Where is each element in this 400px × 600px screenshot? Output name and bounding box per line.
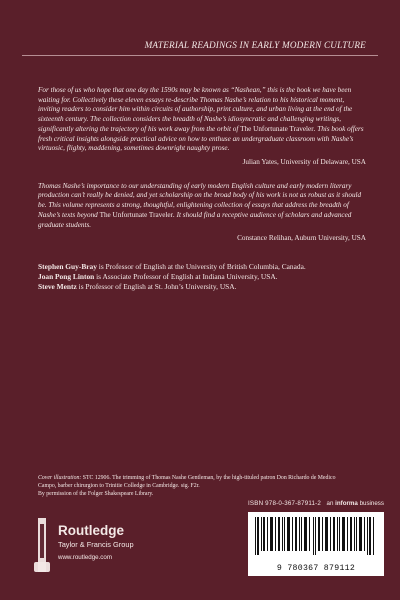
publisher-logo (30, 514, 180, 584)
editor-bio (38, 282, 366, 292)
quote-1-attribution: Julian Yates, University of Delaware, USA (242, 158, 366, 167)
publisher-website: www.routledge.com (58, 553, 112, 561)
editor-name: Steve Mentz (38, 282, 77, 292)
informa-business (327, 500, 384, 507)
editor-role: is Associate Professor of English at Indiana University, USA. (94, 272, 278, 282)
routledge-logo-icon (32, 516, 52, 576)
editor-name: Stephen Guy-Bray (38, 262, 97, 272)
endorsement-2 (38, 182, 366, 244)
editor-role: is Professor of English at St. John’s University, USA. (76, 282, 237, 292)
quote-2-attribution: Constance Relihan, Auburn University, USA (237, 234, 366, 243)
editor-role: is Professor of English at the University of British Columbia, Canada. (96, 262, 306, 272)
series-rule (22, 55, 378, 56)
cover-illustration-credit (38, 475, 340, 498)
quote-1-book-title: The Unfortunate Traveler (240, 124, 314, 133)
series-title: MATERIAL READINGS IN EARLY MODERN CULTURE (144, 40, 366, 50)
quote-1-part-1: For those of us who hope that one day the 1590s may be known as “Nashean,” this is the book we have been waiting for. Collectively these eleven essays re-describe Thomas Nashe’s relation to his historical moment, inviting readers to consider him within circuits of authorship, print culture, and urban living at the end of the sixteenth century. The collection considers the breadth of Nashe’s idiosyncratic and challenging writings, significantly altering the trajectory of his work away from the orbit of (38, 86, 353, 133)
publisher-brand: Routledge (58, 523, 124, 538)
informa-prefix: an (326, 500, 336, 507)
publisher-group: Taylor & Francis Group (58, 539, 134, 549)
quote-2-part-3: . It should find a receptive audience of scholars and advanced graduate students. (38, 210, 352, 229)
editor-bios (38, 262, 366, 292)
editor-name: Joan Pong Linton (38, 272, 95, 282)
quote-2-text (38, 182, 366, 231)
endorsement-1 (38, 86, 366, 168)
editor-bio (38, 262, 366, 272)
barcode-bars (249, 513, 383, 559)
quote-2-book-title: The Unfortunate Traveler (99, 210, 174, 219)
content (38, 86, 366, 292)
cover-illustration-text: STC 12906. The trimming of Thomas Nashe Gentleman, by the high-tituled patron Don Richardo de Medico Campo, barber chirurgion to Trinitie Colledge in Cambridge. sig. F2r. (38, 475, 336, 489)
informa-suffix: business (357, 500, 384, 507)
series-header (0, 0, 400, 70)
editor-bio (38, 272, 366, 282)
cover-illustration-permission: By permission of the Folger Shakespeare Library. (38, 490, 154, 497)
isbn-label: ISBN 978-0-367-87911-2 (248, 500, 322, 507)
barcode (248, 512, 384, 576)
cover-illustration-lead: Cover illustration: (38, 475, 82, 481)
quote-1-part-3: . This book offers fresh critical insights alongside practical advice on how to enthuse an undergraduate classroom with Nashe’s virtuosic, flighty, maddening, sometimes downright naughty prose. (38, 124, 364, 153)
informa-name: informa (335, 500, 358, 507)
barcode-area (248, 500, 384, 582)
barcode-number: 9 780367 879112 (276, 564, 356, 573)
quote-2-part-1: Thomas Nashe’s importance to our understanding of early modern English culture and early modern literary production can’t really be denied, and yet scholarship on the broad body of his work is not as robust as it should be. This volume represents a strong, thoughtful, enlightening collection of essays that address the breadth of Nashe’s texts beyond (38, 181, 362, 219)
publisher-text (58, 524, 134, 561)
quote-1-text (38, 86, 366, 154)
